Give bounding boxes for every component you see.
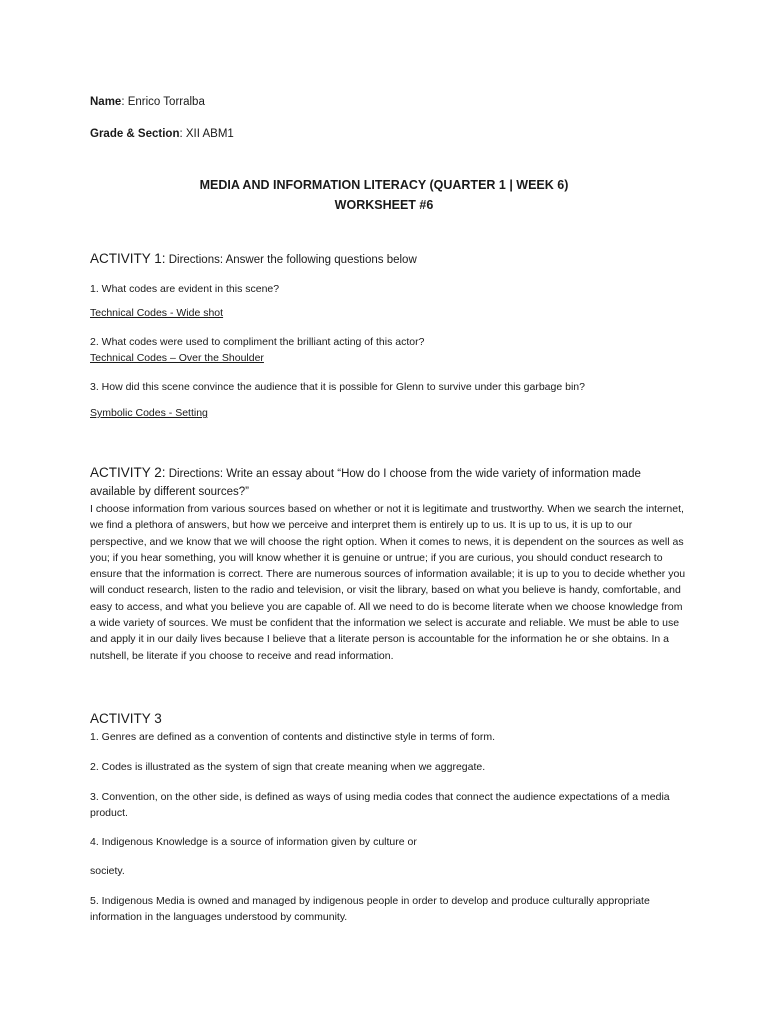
activity2-essay: I choose information from various sources based on whether or not it is legitimate and trustworthy. When we search the internet, we find a plethora of answers, but how we perceive and interpret them is entirely up to us. It is up to us, it is up to our perspective, and we know that we will choose the right option. When it comes to news, it is dependent on the sources as well as you; if you hear something, you will know whether it is genuine or untrue; if you are curious, you should conduct research to ensure that the information is correct. There are numerous sources of information available; it is up to you to decide whether you will conduct research, listen to the radio and television, or visit the library, based on what you believe is handy, comfortable, and easy to access, and what you believe you are capable of. All we need to do is become literate when we choose knowledge from a wide variety of sources. We must be confident that the information we select is accurate and reliable. We must be able to use and apply it in our daily lives because I believe that a literate person is accountable for the information he or she obtains. In a nutshell, be literate if you choose to receive and read information. — [90, 503, 686, 662]
activity3-item-1: 1. Genres are defined as a convention of contents and distinctive style in terms of form. — [90, 731, 496, 743]
activity1-question-3: 3. How did this scene convince the audience that it is possible for Glenn to survive under this garbage bin? — [90, 381, 585, 393]
worksheet-title: MEDIA AND INFORMATION LITERACY (QUARTER 1 | WEEK 6) — [199, 178, 569, 192]
activity1-heading — [90, 249, 417, 270]
grade-section — [90, 126, 234, 142]
activity2-label: ACTIVITY 2: — [90, 465, 166, 480]
activity3-item-5-line1: 5. Indigenous Media is owned and managed by indigenous people in order to develop and produce culturally appropriate — [90, 895, 650, 907]
activity1-label: ACTIVITY 1: — [90, 251, 166, 266]
grade-value: : XII ABM1 — [179, 128, 234, 140]
activity1-answer-2: Technical Codes – Over the Shoulder — [90, 352, 264, 364]
activity3-item-3-line1: 3. Convention, on the other side, is defined as ways of using media codes that connect the audience expectations of a media — [90, 791, 670, 803]
activity1-question-1: 1. What codes are evident in this scene? — [90, 283, 280, 295]
activity1-directions: Directions: Answer the following questions below — [165, 254, 417, 266]
activity3-item-5-line2: information in the languages understood by community. — [90, 911, 348, 923]
activity1-answer-1: Technical Codes - Wide shot — [90, 307, 224, 319]
activity2-directions-line2: available by different sources?” — [90, 486, 249, 498]
activity3-item-3-line2: product. — [90, 807, 128, 819]
activity3-item-4-line1: 4. Indigenous Knowledge is a source of information given by culture or — [90, 836, 417, 848]
activity2-heading — [90, 463, 641, 484]
activity1-question-2: 2. What codes were used to compliment the brilliant acting of this actor? — [90, 336, 425, 348]
activity3-item-2: 2. Codes is illustrated as the system of sign that create meaning when we aggregate. — [90, 761, 486, 773]
activity2-directions-line1: Directions: Write an essay about “How do I choose from the wide variety of information made — [165, 468, 641, 480]
activity1-answer-3: Symbolic Codes - Setting — [90, 407, 208, 419]
worksheet-number: WORKSHEET #6 — [334, 198, 434, 212]
student-name — [90, 94, 205, 110]
activity3-heading — [90, 709, 162, 730]
grade-label: Grade & Section — [90, 128, 180, 140]
activity3-item-4-line2: society. — [90, 865, 125, 877]
name-value: : Enrico Torralba — [121, 96, 205, 108]
name-label: Name — [90, 96, 122, 108]
activity3-label: ACTIVITY 3 — [90, 711, 162, 726]
